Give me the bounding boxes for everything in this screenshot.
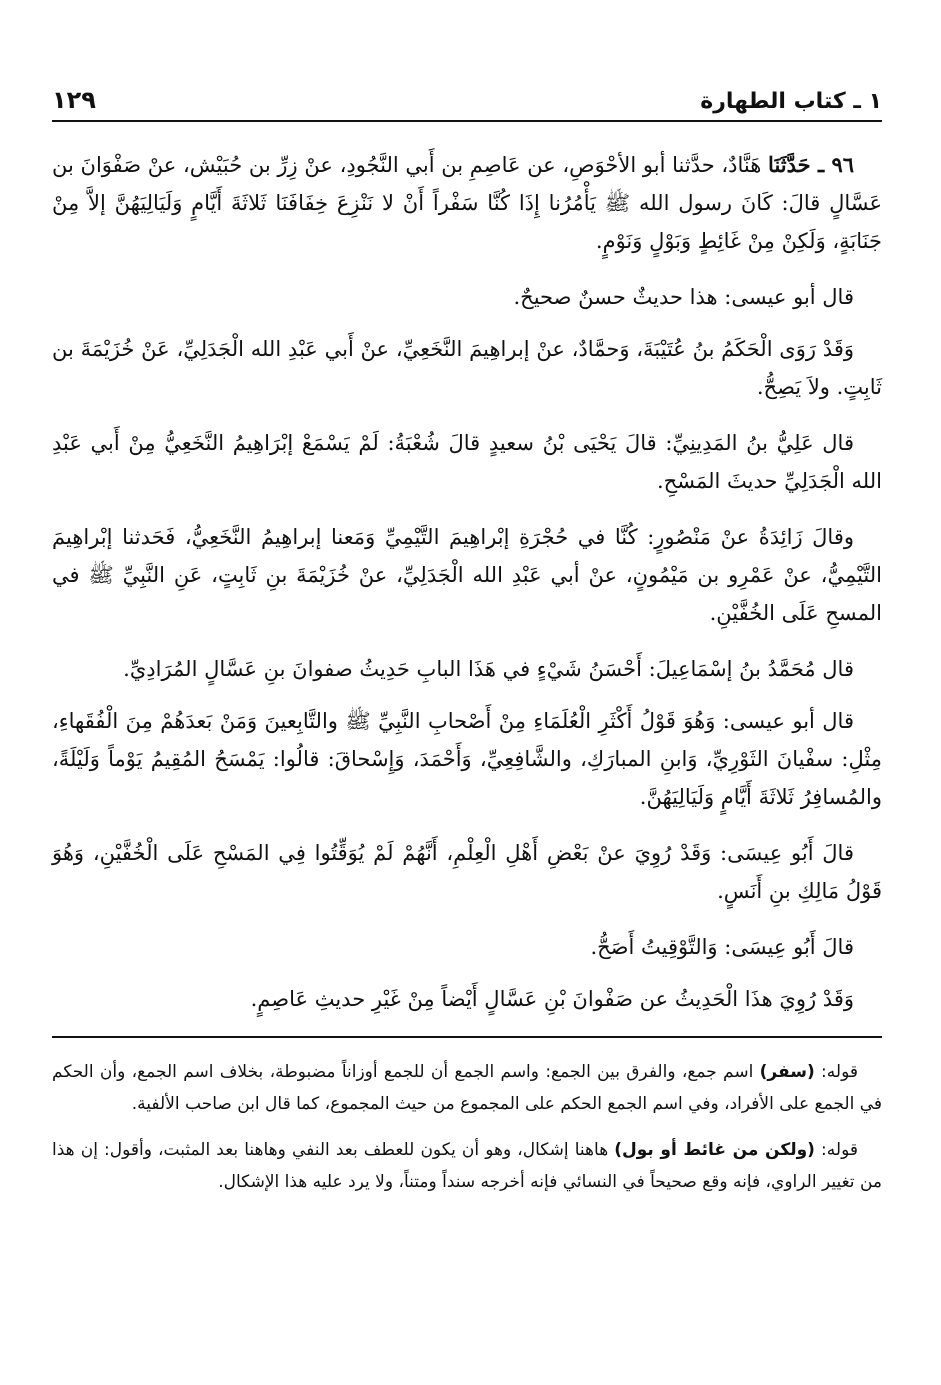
footnote-term: (ولكن من غائط أو بول) <box>614 1140 815 1160</box>
paragraph-9: وَقَدْ رُوِيَ هذَا الْحَدِيثُ عن صَفْوانَ بْنِ عَسَّالٍ أَيْضاً مِنْ غَيْرِ حديثِ عَاصِمٍ. <box>250 987 854 1011</box>
paragraph-2: وَقَدْ رَوَى الْحَكَمُ بنُ عُتَيْبَةَ، وَحمَّادٌ، عنْ إبراهِيمَ النَّخَعِيِّ، عنْ أَبي عَبْدِ الله الْجَدَلِيِّ، عَنْ خُزَيْمَةَ بن ثَابِتٍ. ولاَ يَصِحُّ. <box>52 337 882 399</box>
hadith-text: هَنَّادٌ، حدَّثنا أبو الأحْوَصِ، عن عَاصِمِ بن أَبي النَّجُودِ، عنْ زِرِّ بن حُبَيْش، عنْ صَفْوَانَ بن عَسَّالٍ قالَ: كَانَ رسول الله ﷺ يَأْمُرُنا إِذَا كُنَّا سَفْراً أَنْ لا نَنْزِعَ خِفَافَنَا ثَلاثَةَ أَيَّامٍ وَلَيَالِيَهُنَّ إلاَّ مِنْ جَنَابَةٍ، وَلَكِنْ مِنْ غَائِطٍ وَبَوْلٍ وَنَوْمٍ. <box>52 153 882 253</box>
paragraph-3: قال عَلِيُّ بنُ المَدِينِيِّ: قالَ يَحْيَى بْنُ سعيدٍ قالَ شُعْبَةُ: لَمْ يَسْمَعْ إبْرَاهِيمُ النَّخَعِيُّ مِنْ أَبي عَبْدِ الله الْجَدَلِيِّ حديثَ المَسْحِ. <box>52 431 882 493</box>
paragraph-6: قال أبو عيسى: وَهُوَ قَوْلُ أَكْثَرِ الْعُلَمَاءِ مِنْ أَصْحابِ النَّبِيِّ ﷺ والتَّابِعينَ وَمَنْ بَعدَهُمْ مِنَ الْفُقَهاءِ، مِثْلِ: سفْيانَ الثَوْرِيِّ، وَابنِ المبارَكِ، والشَّافِعِيِّ، وَأَحْمَدَ، وَإِسْحاقَ: قالُوا: يَمْسَحُ المُقِيمُ يَوْماً وَلَيْلَةً، والمُسافِرُ ثَلاثَةَ أَيَّامٍ وَلَيَالِيَهُنَّ. <box>52 709 882 809</box>
paragraph-4: وقالَ زَائِدَةُ عنْ مَنْصُورٍ: كُنَّا في حُجْرَةِ إبْراهِيمَ التَّيْمِيِّ وَمَعنا إبراهِيمُ النَّخَعِيُّ، فَحَدثنا إبْراهِيمَ التَّيْمِيُّ، عنْ عَمْرِو بن مَيْمُونٍ، عنْ أبي عَبْدِ الله الْجَدَلِيِّ، عنْ خُزَيْمَةَ بنِ ثَابِتٍ، عَنِ النَّبِيِّ ﷺ في المسحِ عَلَى الخُفَّيْنِ. <box>52 525 882 625</box>
footnote-2 <box>52 1134 882 1198</box>
paragraph-7: قالَ أَبُو عِيسَى: وَقَدْ رُوِيَ عنْ بَعْضِ أَهْلِ الْعِلْمِ، أَنَّهُمْ لَمْ يُوَقِّتُوا فِي المَسْحِ عَلَى الْخُفَّيْنِ، وَهُوَ قَوْلُ مَالِكِ بنِ أَنَسٍ. <box>52 841 882 903</box>
page-number: ١٢٩ <box>52 86 96 114</box>
hadith-paragraph <box>52 146 882 260</box>
footnote-prefix: قوله: <box>814 1062 858 1082</box>
hadith-lead: ٩٦ ـ حَدَّثَنَا <box>768 152 854 177</box>
footnotes <box>52 1056 882 1198</box>
footnote-text: هاهنا إشكال، وهو أن يكون للعطف بعد النفي وهاهنا بعد المثبت، وأقول: إن هذا من تغيير الراوي، فإنه وقع صحيحاً في النسائي فإنه أخرجه سنداً ومتناً، ولا يرد عليه هذا الإشكال. <box>52 1140 882 1192</box>
footnote-term: (سفر) <box>759 1062 815 1082</box>
footnote-1 <box>52 1056 882 1120</box>
footnote-prefix: قوله: <box>814 1140 858 1160</box>
book-page <box>52 70 882 1360</box>
chapter-title: ١ ـ كتاب الطهارة <box>700 89 882 114</box>
main-text <box>52 146 882 1018</box>
footnote-divider <box>52 1036 882 1038</box>
page-header <box>52 70 882 122</box>
footnote-text: اسم جمع، والفرق بين الجمع: واسم الجمع أن للجمع أوزاناً مضبوطة، بخلاف اسم الجمع، وأن الحكم في الجمع على الأفراد، وفي اسم الجمع الحكم على المجموع من حيث المجموع، كما قال ابن صاحب الألفية. <box>52 1062 882 1114</box>
paragraph-8: قالَ أَبُو عِيسَى: وَالتَّوْقِيتُ أَصَحُّ. <box>590 935 854 959</box>
paragraph-5: قال مُحَمَّدُ بنُ إسْمَاعِيلَ: أَحْسَنُ شَيْءٍ في هَذَا البابِ حَدِيثُ صفوانَ بنِ عَسَّالٍ المُرَادِيِّ. <box>123 657 854 681</box>
paragraph-1: قال أبو عيسى: هذا حديثٌ حسنٌ صحيحٌ. <box>513 285 854 309</box>
